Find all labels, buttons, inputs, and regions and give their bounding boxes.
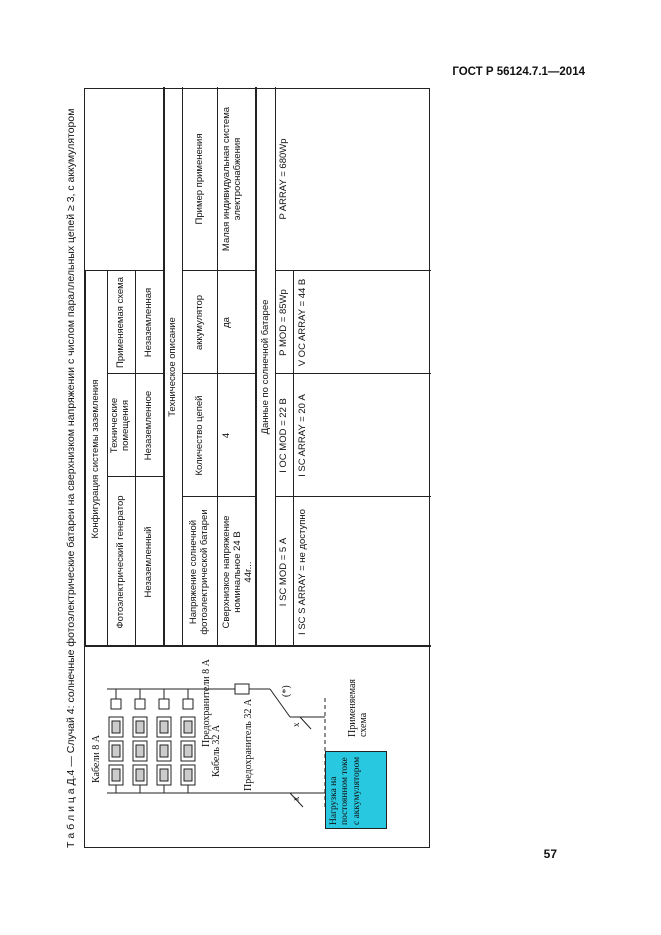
technical-h-voltage: Напряжение солнечной фотоэлектрической батареи bbox=[188, 509, 210, 635]
technical-voltage-text: Сверхнизкое напряжение номинальное 24 В bbox=[221, 515, 243, 629]
grounding-col-rule-2 bbox=[107, 373, 163, 374]
battery-title: Данные по солнечной батарее bbox=[259, 299, 271, 435]
load-box: Нагрузка на постоянном токе с аккумулятором bbox=[325, 751, 387, 829]
technical-h-example: Пример применения bbox=[193, 133, 205, 225]
technical-v-circuits: 4 bbox=[221, 432, 232, 439]
technical-col-rule-2 bbox=[183, 373, 255, 374]
label-cable-32a: Кабель 32 А bbox=[211, 724, 222, 777]
grounding-h-scheme: Применяемая схема bbox=[114, 277, 126, 368]
grounding-h-generator: Фотоэлектрический генератор bbox=[114, 495, 126, 629]
battery-r1-ioc-mod: I OC MOD = 22 В bbox=[277, 398, 289, 473]
technical-h-battery: аккумулятор bbox=[193, 294, 205, 351]
rotated-table-block bbox=[62, 88, 430, 848]
battery-r2-isc-array: I SC ARRAY = 20 А bbox=[297, 394, 308, 477]
string-fuses bbox=[111, 699, 193, 709]
circuit-diagram bbox=[85, 647, 431, 847]
label-fuses-8a: Предохранители 8 А bbox=[201, 659, 212, 747]
grounding-right-rule bbox=[85, 270, 163, 271]
technical-v-example: Малая индивидуальная система электроснабжения bbox=[221, 106, 243, 252]
label-cables-8a: Кабели 8 А bbox=[91, 735, 102, 783]
technical-title: Техническое описание bbox=[166, 317, 178, 417]
label-fuse-32a: Предохранитель 32 А bbox=[243, 698, 254, 791]
battery-r1-isc-mod: I SC MOD = 5 А bbox=[277, 537, 289, 607]
standard-header: ГОСТ Р 56124.7.1—2014 bbox=[452, 66, 585, 78]
pv-row-3 bbox=[157, 717, 171, 785]
battery-col-rule-1 bbox=[275, 496, 431, 497]
battery-r2-p-array: P ARRAY = 680Wp bbox=[278, 138, 289, 220]
table-frame bbox=[84, 88, 430, 848]
technical-voltage-sub: 44r... bbox=[242, 561, 254, 583]
technical-h-circuits: Количество цепей bbox=[193, 395, 205, 476]
pv-modules bbox=[109, 717, 195, 785]
page-number: 57 bbox=[543, 847, 557, 861]
grounding-col-rule-1 bbox=[107, 476, 163, 477]
battery-col-rule-3 bbox=[275, 270, 431, 271]
technical-v-battery: да bbox=[221, 317, 232, 328]
pv-row-1 bbox=[109, 717, 123, 785]
battery-r2-voc-array: V OC ARRAY = 44 В bbox=[297, 278, 308, 367]
battery-r1-p-mod: P MOD = 85Wp bbox=[277, 289, 289, 356]
label-switch-mark: (*) bbox=[281, 685, 292, 697]
technical-v-voltage bbox=[218, 497, 256, 647]
svg-text:x: x bbox=[291, 722, 301, 727]
table-caption: Т а б л и ц а Д.4 — Случай 4: солнечные фотоэлектрические батареи на сверхнизком напряжении с числом параллельных цепей ≥ 3, с аккумулятором bbox=[65, 108, 77, 848]
svg-text:x: x bbox=[291, 796, 301, 801]
battery-r2-isc-s-array: I SC S ARRAY = не доступно bbox=[297, 509, 308, 635]
grounding-title: Конфигурация системы заземления bbox=[89, 379, 101, 539]
label-applied-scheme: Применяемая схема bbox=[347, 678, 369, 737]
pv-row-4 bbox=[181, 717, 195, 785]
grounding-v-rooms: Незаземленное bbox=[142, 390, 154, 461]
battery-col-rule-2 bbox=[275, 373, 431, 374]
grounding-v-generator: Незаземленный bbox=[142, 526, 154, 598]
pv-row-2 bbox=[133, 717, 147, 785]
technical-col-rule-1 bbox=[183, 496, 255, 497]
grounding-v-scheme: Незаземленная bbox=[142, 287, 154, 358]
technical-col-rule-3 bbox=[183, 270, 255, 271]
grounding-h-rooms: Технические помещения bbox=[109, 397, 131, 454]
